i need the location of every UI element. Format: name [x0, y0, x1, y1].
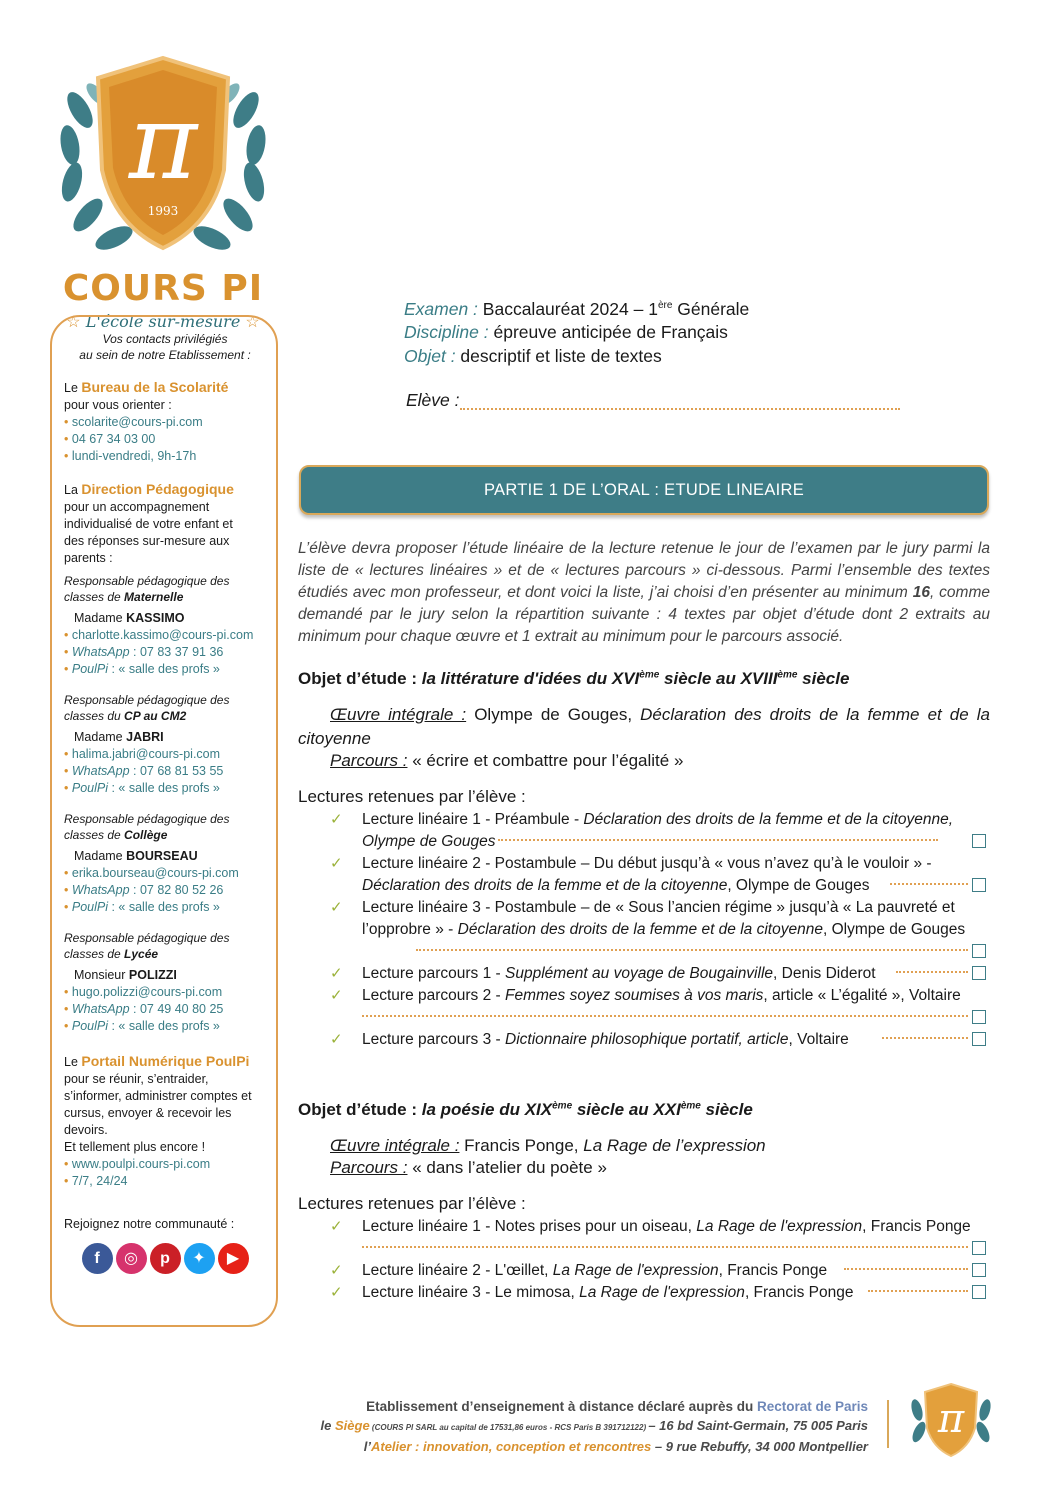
instagram-icon[interactable]: ◎: [116, 1243, 147, 1274]
lecture-item: ✓ Lecture linéaire 2 - Postambule – Du début jusqu’à « vous n’avez qu’à le vouloir » - Déclaration des droits de la femme et de la citoyenne, Olympe de Gouges: [330, 853, 986, 897]
scolarite-title: Bureau de la Scolarité: [81, 379, 229, 395]
check-icon: ✓: [330, 899, 343, 916]
scolarite-phone[interactable]: • 04 67 34 03 00: [64, 432, 156, 446]
star-icon: ☆: [66, 312, 81, 331]
responsable-name: Madame JABRI: [74, 730, 164, 744]
footer-line-3: l’Atelier : innovation, conception et rencontres – 9 rue Rebuffy, 34 000 Montpellier: [363, 1439, 868, 1454]
lecture-checkbox[interactable]: [972, 1241, 986, 1255]
intro-paragraph: L’élève devra proposer l’étude linéaire de la lecture retenue le jour de l’examen par le jury parmi la liste de « lectures linéaires » et de « lectures parcours » ci-dessous. Parmi l’ensemble des textes étudiés avec mon professeur, et dont voici la liste, j’ai choisi d’en présenter au minimum 16, comme demandé par le jury selon la répartition suivante : 4 textes par objet d’étude dont 2 extraits au minimum pour chaque œuvre et 1 extrait au minimum pour le parcours associé.: [298, 540, 990, 645]
footer-line-2: le Siège (COURS PI SARL au capital de 17531,86 euros - RCS Paris B 391712122) – 16 bd Saint-Germain, 75 005 Paris: [320, 1418, 868, 1433]
lecture-item: ✓ Lecture parcours 2 - Femmes soyez soumises à vos maris, article « L’égalité », Voltaire: [330, 985, 986, 1029]
document-meta: [404, 294, 749, 368]
lecture-checkbox[interactable]: [972, 1032, 986, 1046]
lecture-item: ✓ Lecture parcours 1 - Supplément au voyage de Bougainville, Denis Diderot: [330, 963, 986, 985]
section-title-2: Objet d’étude : la poésie du XIXème siècle au XXIème siècle: [298, 1100, 753, 1119]
check-icon: ✓: [330, 1262, 343, 1279]
eleve-label: Elève :: [406, 390, 460, 410]
responsable-name: Madame BOURSEAU: [74, 849, 198, 863]
eleve-name-field[interactable]: [460, 408, 900, 410]
responsable-block: [64, 573, 266, 678]
oeuvre-integrale-1: Œuvre intégrale : Olympe de Gouges, Déclaration des droits de la femme et de la citoyenne: [298, 705, 991, 748]
responsable-email-link[interactable]: • erika.bourseau@cours-pi.com: [64, 866, 239, 880]
responsable-poulpi[interactable]: • PoulPi : « salle des profs »: [64, 662, 220, 676]
svg-text:π: π: [937, 1396, 965, 1442]
lecture-item: ✓ Lecture linéaire 3 - Le mimosa, La Rage de l'expression, Francis Ponge: [330, 1282, 986, 1304]
check-icon: ✓: [330, 987, 343, 1004]
responsable-block: [64, 692, 266, 797]
footer-logo-icon: [905, 1380, 997, 1460]
facebook-icon[interactable]: f: [82, 1243, 113, 1274]
section-title-1: Objet d’étude : la littérature d'idées du XVIème siècle au XVIIIème siècle: [298, 669, 850, 688]
parcours-2: Parcours : « dans l’atelier du poète »: [330, 1158, 607, 1177]
lecture-checkbox[interactable]: [972, 944, 986, 958]
responsable-role: Responsable pédagogique des classes de Maternelle: [64, 574, 230, 604]
social-links: [64, 1243, 266, 1274]
lecture-checkbox[interactable]: [972, 834, 986, 848]
responsable-email-link[interactable]: • hugo.polizzi@cours-pi.com: [64, 985, 223, 999]
responsable-whatsapp[interactable]: • WhatsApp : 07 83 37 91 36: [64, 645, 224, 659]
portail-title: Portail Numérique PoulPi: [81, 1053, 250, 1069]
scolarite-block: Le Bureau de la Scolarité pour vous orienter : • scolarite@cours-pi.com • 04 67 34 03 00 • lundi-vendredi, 9h-17h: [64, 379, 266, 465]
check-icon: ✓: [330, 1031, 343, 1048]
lecture-checkbox[interactable]: [972, 1010, 986, 1024]
lecture-item: ✓ Lecture linéaire 2 - L'œillet, La Rage de l'expression, Francis Ponge: [330, 1260, 986, 1282]
responsable-poulpi[interactable]: • PoulPi : « salle des profs »: [64, 900, 220, 914]
cours-pi-logo: [52, 50, 274, 331]
poulpi-availability: • 7/7, 24/24: [64, 1174, 128, 1188]
lecture-item: ✓ Lecture linéaire 3 - Postambule – de « Sous l’ancien régime » jusqu’à « La pauvreté et l’opprobre » - Déclaration des droits de la femme et de la citoyenne, Olympe de Gouges: [330, 897, 986, 963]
poulpi-url-link[interactable]: • www.poulpi.cours-pi.com: [64, 1157, 211, 1171]
responsable-email-link[interactable]: • charlotte.kassimo@cours-pi.com: [64, 628, 254, 642]
responsable-poulpi[interactable]: • PoulPi : « salle des profs »: [64, 1019, 220, 1033]
direction-title: Direction Pédagogique: [81, 481, 234, 497]
responsable-role: Responsable pédagogique des classes du CP au CM2: [64, 693, 230, 723]
youtube-icon[interactable]: ▶: [218, 1243, 249, 1274]
lectures-heading-2: Lectures retenues par l’élève :: [298, 1194, 526, 1213]
responsable-name: Monsieur POLIZZI: [74, 968, 177, 982]
responsable-role: Responsable pédagogique des classes de Lycée: [64, 931, 230, 961]
logo-wordmark: COURS PI: [62, 268, 264, 309]
parcours-1: Parcours : « écrire et combattre pour l’égalité »: [330, 751, 684, 770]
lectures-heading-1: Lectures retenues par l’élève :: [298, 787, 526, 806]
contacts-sidebar: [50, 315, 278, 1327]
twitter-icon[interactable]: ✦: [184, 1243, 215, 1274]
check-icon: ✓: [330, 1284, 343, 1301]
responsable-name: Madame KASSIMO: [74, 611, 185, 625]
sidebar-intro: Vos contacts privilégiés au sein de notre Etablissement :: [79, 332, 251, 362]
logo-tagline: ☆ L'école sur-mesure ☆: [66, 312, 260, 331]
lecture-item: ✓ Lecture linéaire 1 - Préambule - Déclaration des droits de la femme et de la citoyenne, Olympe de Gouges: [330, 809, 986, 853]
objet-line: Objet : descriptif et liste de textes: [404, 345, 662, 366]
lecture-checkbox[interactable]: [972, 966, 986, 980]
footer-line-1: Etablissement d’enseignement à distance déclaré auprès du Rectorat de Paris: [366, 1399, 868, 1414]
scolarite-email-link[interactable]: • scolarite@cours-pi.com: [64, 415, 203, 429]
star-icon: ☆: [245, 312, 260, 331]
lecture-checkbox[interactable]: [972, 1285, 986, 1299]
check-icon: ✓: [330, 1218, 343, 1235]
responsable-whatsapp[interactable]: • WhatsApp : 07 82 80 52 26: [64, 883, 224, 897]
responsable-block: [64, 930, 266, 1035]
direction-block: La Direction Pédagogique pour un accompagnement individualisé de votre enfant et des réponses sur-mesure aux parents :: [64, 481, 234, 565]
logo-year: 1993: [147, 204, 179, 218]
scolarite-hours: • lundi-vendredi, 9h-17h: [64, 449, 197, 463]
pinterest-icon[interactable]: p: [150, 1243, 181, 1274]
examen-line: Examen : Baccalauréat 2024 – 1ère Générale: [404, 298, 750, 319]
lecture-item: ✓ Lecture linéaire 1 - Notes prises pour un oiseau, La Rage de l'expression, Francis Ponge: [330, 1216, 986, 1260]
discipline-line: Discipline : épreuve anticipée de Français: [404, 322, 728, 343]
footer: [320, 1397, 868, 1456]
check-icon: ✓: [330, 965, 343, 982]
laurel-shield-icon: [52, 50, 274, 265]
responsable-whatsapp[interactable]: • WhatsApp : 07 68 81 53 55: [64, 764, 224, 778]
responsable-email-link[interactable]: • halima.jabri@cours-pi.com: [64, 747, 221, 761]
oeuvre-integrale-2: Œuvre intégrale : Francis Ponge, La Rage de l’expression: [330, 1136, 766, 1155]
responsable-poulpi[interactable]: • PoulPi : « salle des profs »: [64, 781, 220, 795]
lecture-checkbox[interactable]: [972, 1263, 986, 1277]
responsable-role: Responsable pédagogique des classes de Collège: [64, 812, 230, 842]
lecture-item: ✓ Lecture parcours 3 - Dictionnaire philosophique portatif, article, Voltaire: [330, 1029, 986, 1051]
responsable-whatsapp[interactable]: • WhatsApp : 07 49 40 80 25: [64, 1002, 224, 1016]
section-banner: PARTIE 1 DE L’ORAL : ETUDE LINEAIRE: [299, 465, 989, 515]
community-text: Rejoignez notre communauté :: [64, 1217, 235, 1231]
footer-divider: [887, 1400, 889, 1448]
check-icon: ✓: [330, 855, 343, 872]
responsable-block: [64, 811, 266, 916]
pi-symbol: π: [128, 81, 198, 203]
check-icon: ✓: [330, 811, 343, 828]
portail-block: Le Portail Numérique PoulPi pour se réunir, s’entraider, s’informer, administrer comptes et cursus, envoyer & recevoir les devoirs. Et tellement plus encore ! • www.poulpi.cours-pi.com • 7/7, 24/24: [64, 1053, 266, 1190]
lecture-checkbox[interactable]: [972, 878, 986, 892]
